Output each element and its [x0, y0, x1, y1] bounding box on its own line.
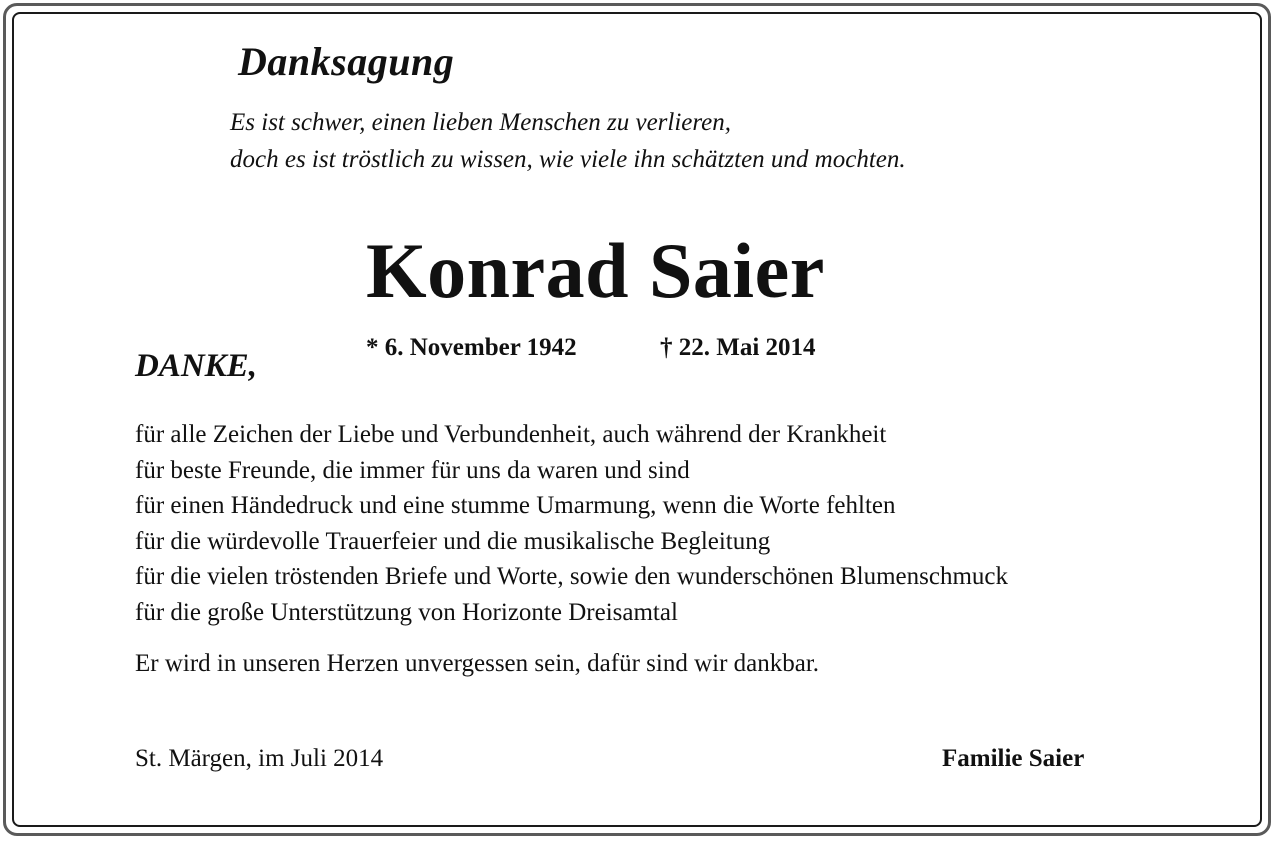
thanks-line: für die würdevolle Trauerfeier und die musikalische Begleitung — [135, 527, 771, 555]
family-signature: Familie Saier — [942, 745, 1085, 772]
thanks-line: für die große Unterstützung von Horizonte Dreisamtal — [135, 598, 678, 626]
thanks-line: für die vielen tröstenden Briefe und Worte, sowie den wunderschönen Blumenschmuck — [135, 563, 1008, 590]
quote-block — [230, 104, 906, 178]
thanks-line: für einen Händedruck und eine stumme Umarmung, wenn die Worte fehlten — [135, 492, 896, 519]
quote-line: Es ist schwer, einen lieben Menschen zu verlieren, — [230, 109, 732, 136]
thanks-list — [135, 417, 1008, 630]
deceased-name: Konrad Saier — [366, 227, 825, 314]
place-and-date: St. Märgen, im Juli 2014 — [135, 745, 384, 772]
thanks-line: für alle Zeichen der Liebe und Verbundenheit, auch während der Krankheit — [135, 421, 887, 448]
birth-date: * 6. November 1942 — [366, 334, 577, 361]
danke-heading: DANKE, — [135, 348, 257, 384]
thanks-line: für beste Freunde, die immer für uns da waren und sind — [135, 456, 690, 484]
quote-line: doch es ist tröstlich zu wissen, wie viele ihn schätzten und mochten. — [230, 146, 906, 173]
notice-heading: Danksagung — [238, 39, 455, 84]
closing-sentence: Er wird in unseren Herzen unvergessen sein, dafür sind wir dankbar. — [135, 650, 820, 677]
death-date: † 22. Mai 2014 — [660, 334, 816, 361]
